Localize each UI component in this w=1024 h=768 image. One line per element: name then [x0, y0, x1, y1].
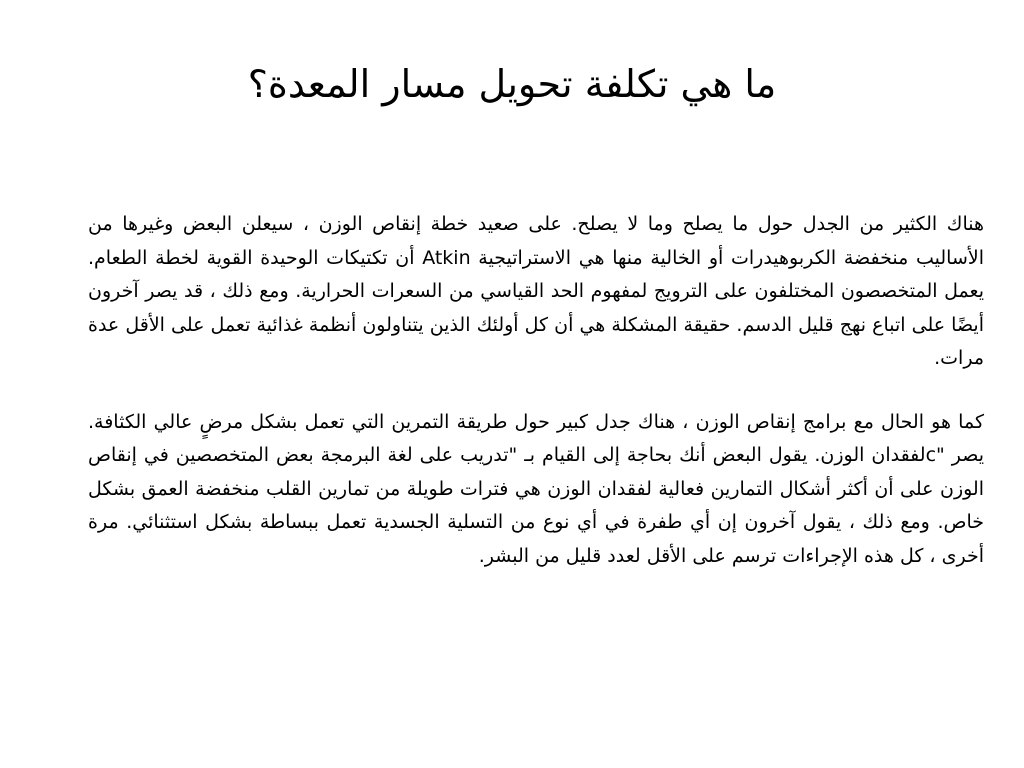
paragraph-exercise-debate: كما هو الحال مع برامج إنقاص الوزن ، هناك جدل كبير حول طريقة التمرين التي تعمل بشكل مرضٍ عالي الكثافة. يصر "‏c‏لفقدان الوزن. يقول البعض أنك بحاجة إلى القيام بـ "تدريب على لغة البرمجة بعض المتخصصين في إنقاص الوزن على أن أكثر أشكال التمارين فعالية لفقدان الوزن هي فترات طويلة من تمارين القلب منخفضة العمق بشكل خاص. ومع ذلك ، يقول آخرون إن أي طفرة في أي نوع من التسلية الجسدية تعمل ببساطة بشكل استثنائي. مرة أخرى ، كل هذه الإجراءات ترسم على الأقل لعدد قليل من البشر.	[88, 410, 985, 567]
paragraph-weight-loss-debate: هناك الكثير من الجدل حول ما يصلح وما لا يصلح. على صعيد خطة إنقاص الوزن ، سيعلن البعض وغيرها من الأساليب منخفضة الكربوهيدرات أو الخالية منها هي الاستراتيجية ‏Atkin‏ أن تكتيكات الوحيدة القوية لخطة الطعام. يعمل المتخصصون المختلفون على الترويج لمفهوم الحد القياسي من السعرات الحرارية. ومع ذلك ، قد يصر آخرون أيضًا على اتباع نهج قليل الدسم. حقيقة المشكلة هي أن كل أولئك الذين يتناولون أنظمة غذائية تعمل على الأقل عدة مرات.	[88, 213, 984, 369]
slide-body	[88, 208, 984, 573]
slide-title: ما هي تكلفة تحويل مسار المعدة؟	[247, 62, 777, 106]
